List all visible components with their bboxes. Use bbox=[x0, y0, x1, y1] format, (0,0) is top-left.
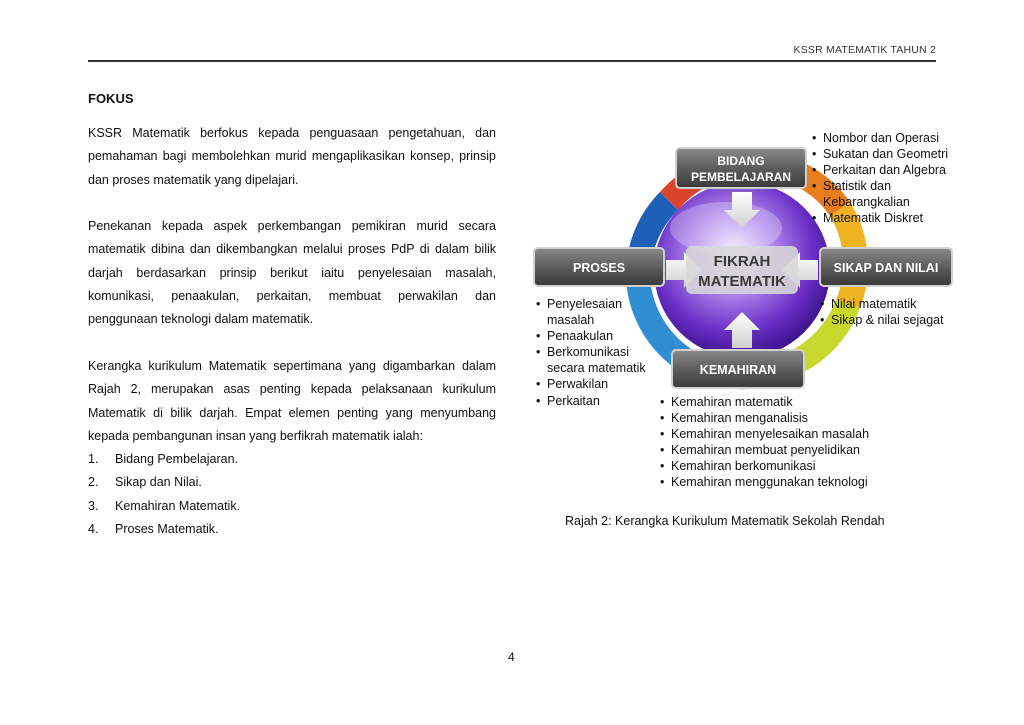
list-item: • Kemahiran menyelesaikan masalah bbox=[660, 426, 900, 442]
page-number: 4 bbox=[508, 650, 515, 664]
list-item: • Kemahiran berkomunikasi bbox=[660, 458, 900, 474]
list-number: 4. bbox=[88, 522, 99, 537]
list-item: • Penyelesaian masalah bbox=[536, 296, 637, 328]
list-item: • Perkaitan dan Algebra bbox=[812, 162, 962, 178]
list-item: • Berkomunikasi secara matematik bbox=[536, 344, 647, 376]
paragraph-3: Kerangka kurikulum Matematik sepertimana yang digambarkan dalam Rajah 2, merupakan asas penting kepada pelaksanaan kurikulum Matematik di bilik darjah. Empat elemen penting yang menyumbang kepada pembangunan insan yang berfikrah matematik ialah: bbox=[88, 358, 496, 443]
box-sikap-label: SIKAP DAN NILAI bbox=[833, 261, 939, 275]
list-text: Kemahiran Matematik. bbox=[115, 498, 241, 513]
list-item: • Matematik Diskret bbox=[812, 210, 962, 226]
list-number: 3. bbox=[88, 498, 99, 513]
body-text-column bbox=[88, 122, 496, 541]
list-item: • Nilai matematik bbox=[820, 296, 960, 312]
list-text: Bidang Pembelajaran. bbox=[115, 452, 238, 467]
section-title: FOKUS bbox=[88, 91, 134, 106]
list-item: • Perwakilan bbox=[536, 376, 661, 392]
figure-caption: Rajah 2: Kerangka Kurikulum Matematik Sekolah Rendah bbox=[565, 514, 885, 528]
kemahiran-list bbox=[660, 394, 900, 491]
center-label-line1: FIKRAH bbox=[713, 253, 771, 270]
paragraph-1: KSSR Matematik berfokus kepada penguasaan pengetahuan, dan pemahaman bagi membolehkan murid mengaplikasikan konsep, prinsip dan proses matematik yang dipelajari. bbox=[88, 126, 496, 187]
center-label-line2: MATEMATIK bbox=[698, 273, 786, 290]
list-item bbox=[88, 471, 496, 494]
list-item: • Sikap & nilai sejagat bbox=[820, 312, 960, 328]
list-item: • Kemahiran menganalisis bbox=[660, 410, 900, 426]
list-item: • Nombor dan Operasi bbox=[812, 130, 962, 146]
list-item: • Sukatan dan Geometri bbox=[812, 146, 962, 162]
proses-list bbox=[536, 296, 661, 409]
bidang-pembelajaran-list bbox=[812, 130, 962, 227]
list-item bbox=[88, 518, 496, 541]
box-proses-label: PROSES bbox=[572, 261, 626, 275]
list-number: 1. bbox=[88, 452, 99, 467]
box-bidang-line1: BIDANG bbox=[717, 154, 765, 168]
box-bidang-line2: PEMBELAJARAN bbox=[690, 170, 792, 184]
sikap-dan-nilai-list bbox=[820, 296, 960, 328]
list-item: • Perkaitan bbox=[536, 393, 661, 409]
list-number: 2. bbox=[88, 475, 99, 490]
list-item bbox=[88, 448, 496, 471]
list-item: • Statistik dan Kebarangkalian bbox=[812, 178, 928, 210]
list-item: • Kemahiran matematik bbox=[660, 394, 900, 410]
list-text: Proses Matematik. bbox=[115, 522, 219, 537]
list-item: • Kemahiran membuat penyelidikan bbox=[660, 442, 900, 458]
paragraph-2: Penekanan kepada aspek perkembangan pemikiran murid secara matematik dibina dan dikembangkan melalui proses PdP di dalam bilik darjah berdasarkan prinsip berikut iaitu penyelesaian masalah, komunikasi, penaakulan, perkaitan, membuat perwakilan dan penggunaan teknologi dalam matematik. bbox=[88, 219, 496, 327]
list-text: Sikap dan Nilai. bbox=[115, 475, 202, 490]
box-kemahiran-label: KEMAHIRAN bbox=[699, 363, 777, 377]
elements-list bbox=[88, 448, 496, 541]
list-item: • Penaakulan bbox=[536, 328, 661, 344]
header-rule bbox=[88, 60, 936, 62]
list-item bbox=[88, 495, 496, 518]
running-header: KSSR MATEMATIK TAHUN 2 bbox=[793, 44, 936, 56]
list-item: • Kemahiran menggunakan teknologi bbox=[660, 474, 900, 490]
